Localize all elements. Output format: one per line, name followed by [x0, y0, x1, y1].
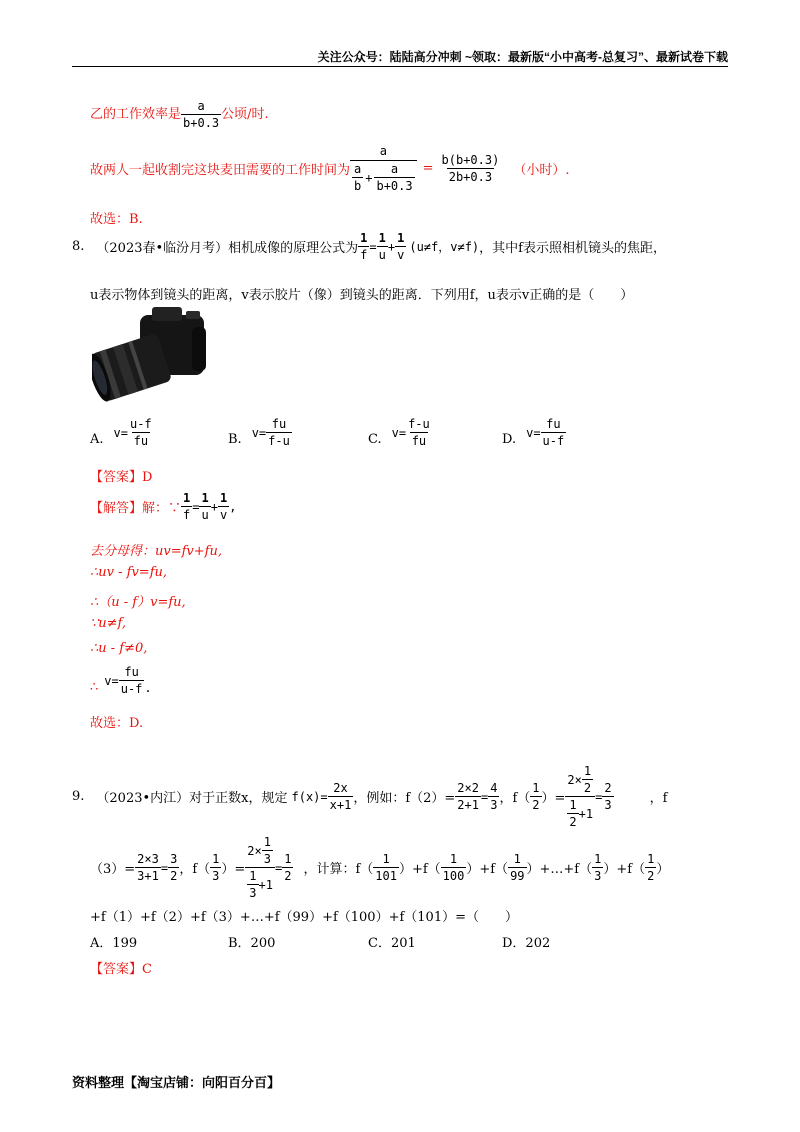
q8-formula-1v: $\frac{1}{v}$	[397, 231, 405, 262]
both-suffix: （小时）.	[513, 163, 570, 178]
q9-option-d[interactable]: D．202	[502, 936, 551, 951]
q9-def-fraction: $\frac{2x}{x+1}$	[329, 781, 352, 812]
q8-solution-head: 【解答】解：∵ $\frac{1}{f}$ = $\frac{1}{u}$ + $\frac{1}{v}$ ,	[90, 491, 237, 522]
q9-f-third-complex: 2× $\frac{1}{3}$ $\frac{1}{3}$ +1	[247, 835, 273, 900]
both-prefix: 故两人一起收割完这块麦田需要的工作时间为	[90, 163, 351, 178]
q8-tail: ，其中f表示照相机镜头的焦距，	[479, 241, 666, 256]
yi-suffix: 公顷/时.	[221, 107, 269, 122]
q9-line2: （3）= $\frac{2\times 3}{3+1}$ = $\frac{3}{2}$ ，f（ $\frac{1}{3}$ ）= 2× $\frac{1}{3}$ $\frac{1}{3}$ +1 = $\frac{1}{2}$ ，计算：f（ $\frac{1}{101}$ ）+f（ $\frac{1}{100}$ ）+f（ $\frac{1}{99}$ ）+…+f（ $\frac{1}{3}$ ）+f（ $\frac{1}{2}$ ）	[90, 835, 670, 900]
q9-answer: 【答案】C	[90, 962, 152, 977]
prev-choice: 故选：B.	[90, 212, 143, 227]
q8-condition: (u≠f，v≠f)	[409, 240, 480, 254]
both-time-line: 故两人一起收割完这块麦田需要的工作时间为 a $\frac{a}{b}$ + $\frac{a}{b+0.3}$ = $\frac{b(b+0.3)}{2b+0.3}$ （小时）.	[90, 144, 570, 193]
both-result-fraction: $\frac{b(b+0.3)}{2b+0.3}$	[441, 153, 500, 184]
q8-formula-1f: $\frac{1}{f}$	[360, 231, 368, 262]
q8-step-2: ∴uv - fv=fu,	[90, 565, 168, 580]
q8-step-1: 去分母得：uv=fv+fu,	[90, 544, 222, 559]
q8-step-4: ∵u≠f,	[90, 616, 127, 631]
q8-choice: 故选：D.	[90, 716, 144, 731]
q9-f-half-complex: 2× $\frac{1}{2}$ $\frac{1}{2}$ +1	[567, 764, 594, 829]
q8-final: ∴ v= $\frac{fu}{u-f}$ .	[90, 665, 152, 696]
yi-prefix: 乙的工作效率是	[90, 107, 182, 122]
q8-answer: 【答案】D	[90, 470, 153, 485]
both-complex-fraction: a $\frac{a}{b}$ + $\frac{a}{b+0.3}$	[350, 145, 417, 192]
q8-option-b[interactable]: B. v= $\frac{fu}{f-u}$	[228, 417, 290, 448]
q8-step-5: ∴u - f≠0,	[90, 641, 148, 656]
q8-source: （2023春•临汾月考）相机成像的原理公式为	[96, 241, 359, 256]
q9-option-c[interactable]: C．201	[368, 936, 416, 951]
yi-fraction: $\frac{a}{b+0.3}$	[183, 99, 220, 130]
page-header: 关注公众号：陆陆高分冲刺 ~领取：最新版“小中高考-总复习”、最新试卷下载	[317, 50, 728, 64]
q8-number: 8.	[72, 239, 85, 254]
camera-image	[92, 305, 210, 405]
q9-line1: 9. （2023•内江）对于正数x，规定 f(x)= $\frac{2x}{x+1}$ ，例如：f（2）= $\frac{2\times 2}{2+1}$ = $\frac{4}{3}$ ，f（ $\frac{1}{2}$ ）= 2× $\frac{1}{2}$ $\frac{1}{2}$ +1 = $\frac{2}{3}$ ，f	[72, 764, 668, 829]
q8-step-3: ∴（u - f）v=fu,	[90, 595, 186, 610]
q9-line3: +f（1）+f（2）+f（3）+…+f（99）+f（100）+f（101）=（ ）	[90, 910, 518, 925]
q8-option-c[interactable]: C. v= $\frac{f-u}{fu}$	[368, 417, 430, 448]
q8-option-d[interactable]: D. v= $\frac{fu}{u-f}$	[502, 417, 565, 448]
header-divider	[72, 66, 728, 67]
q9-option-a[interactable]: A．199	[90, 936, 138, 951]
q9-option-b[interactable]: B．200	[228, 936, 276, 951]
q8-option-a[interactable]: A. v= $\frac{u-f}{fu}$	[90, 417, 152, 448]
yi-efficiency-line	[90, 100, 269, 129]
page-footer: 资料整理【淘宝店铺：向阳百分百】	[72, 1076, 281, 1091]
q8-formula-1u: $\frac{1}{u}$	[378, 231, 386, 262]
camera-icon	[92, 305, 210, 405]
q8-line1: 8. （2023春•临汾月考）相机成像的原理公式为 $\frac{1}{f}$ = $\frac{1}{u}$ + $\frac{1}{v}$ (u≠f，v≠f) ，其中f表示照相机镜头的焦距，	[72, 231, 666, 262]
q8-line2: u表示物体到镜头的距离，v表示胶片（像）到镜头的距离．下列用f，u表示v正确的是（ ）	[90, 288, 634, 303]
